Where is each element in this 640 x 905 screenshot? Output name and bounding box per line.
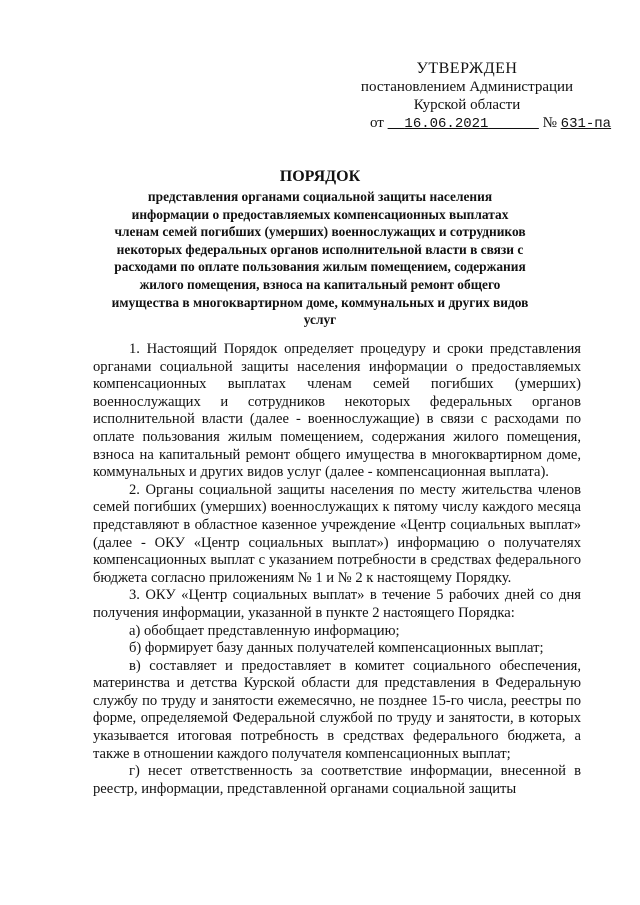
paragraph: 2. Органы социальной защиты населения по месту жительства членов семей погибших (умерших) военнослужащих к пятому числу каждого месяца представляют в областное казенное учреждение «Центр социальных выплат» (далее - ОКУ «Центр социальных выплат») информацию о получателях компенсационных выплат с указанием потребности в средствах федерального бюджета согласно приложениям № 1 и № 2 к настоящему Порядку. [93, 481, 581, 586]
paragraph: в) составляет и предоставляет в комитет социального обеспечения, материнства и детства Курской области для представления в Федеральную службу по труду и занятости ежемесячно, не позднее 15-го числа, реестры по форме, определяемой Федеральной службой по труду и занятости, в которых указывается итоговая потребность в средствах федерального бюджета, а также в отношении каждого получателя компенсационных выплат; [93, 657, 581, 762]
document-title: ПОРЯДОК [279, 168, 361, 185]
approval-line-2: Курской области [413, 97, 521, 113]
paragraph: 3. ОКУ «Центр социальных выплат» в течение 5 рабочих дней со дня получения информации, указанной в пункте 2 настоящего Порядка: [93, 587, 581, 621]
approval-heading: УТВЕРЖДЕН [416, 60, 518, 77]
paragraph: 1. Настоящий Порядок определяет процедуру и сроки представления органами социальной защиты населения информации о предоставляемых компенсационных выплатах членам семей погибших (умерших) военнослужащих и сотрудников некоторых федеральных органов исполнительной власти (далее - военнослужащие) в связи с расходами по оплате пользования жилым помещением, содержания жилого помещения, взноса на капитальный ремонт общего имущества в многоквартирном доме, коммунальных и других видов услуг (далее - компенсационная выплата). [93, 341, 581, 481]
approval-date-row [352, 114, 612, 133]
document-body [93, 341, 581, 798]
approval-number: 631-па [560, 116, 612, 132]
paragraph: б) формирует базу данных получателей компенсационных выплат; [129, 640, 544, 657]
document-subtitle: представления органами социальной защиты населения информации о предоставляемых компенсационных выплатах членам семей погибших (умерших) военнослужащих и сотрудников некоторых федеральных органов исполнительной власти в связи с расходами по оплате пользования жилым помещением, содержания жилого помещения, взноса на капитальный ремонт общего имущества в многоквартирном доме, коммунальных и других видов услуг [111, 189, 529, 328]
number-prefix: № [542, 115, 557, 131]
approval-stamp [352, 60, 612, 133]
paragraph: а) обобщает представленную информацию; [129, 622, 400, 639]
date-prefix: от [370, 115, 384, 131]
approval-line-1: постановлением Администрации [360, 79, 574, 95]
approval-date: 16.06.2021 [404, 116, 489, 132]
paragraph: г) несет ответственность за соответствие информации, внесенной в реестр, информации, представленной органами социальной защиты [93, 763, 581, 797]
